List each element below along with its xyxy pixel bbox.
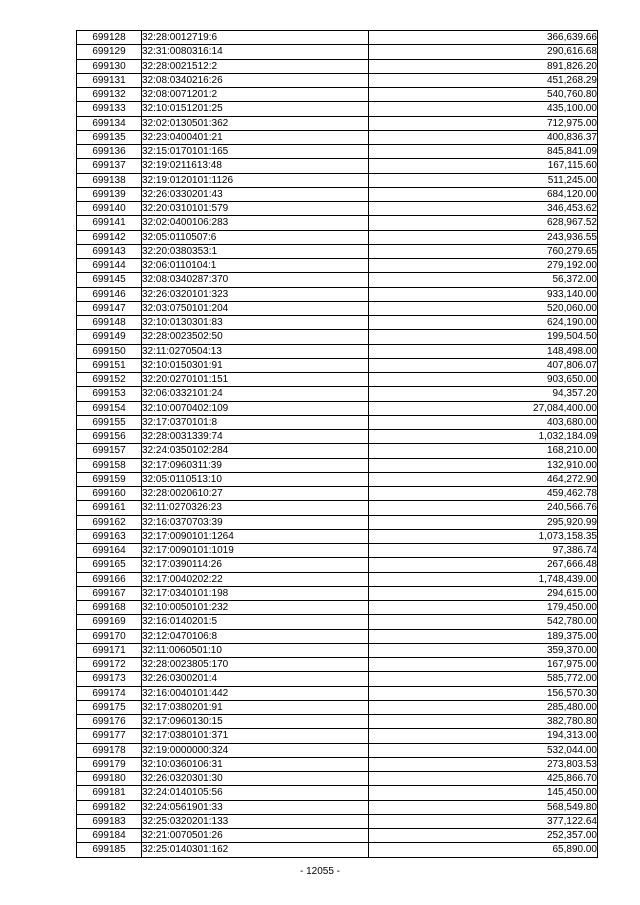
cadastral-number-cell: 32:11:0270326:23 — [142, 501, 369, 515]
cadastral-number-cell: 32:20:0380353:1 — [142, 244, 369, 258]
cadastral-number-cell: 32:26:0300201:4 — [142, 672, 369, 686]
record-id-cell: 699185 — [77, 843, 142, 857]
cadastral-number-cell: 32:20:0270101:151 — [142, 373, 369, 387]
amount-cell: 56,372.00 — [369, 273, 598, 287]
record-id-cell: 699148 — [77, 316, 142, 330]
record-id-cell: 699134 — [77, 116, 142, 130]
table-row — [77, 373, 598, 387]
record-id-cell: 699128 — [77, 31, 142, 45]
cadastral-number-cell: 32:02:0130501:362 — [142, 116, 369, 130]
amount-cell: 189,375.00 — [369, 629, 598, 643]
table-row — [77, 829, 598, 843]
record-id-cell: 699167 — [77, 586, 142, 600]
record-id-cell: 699164 — [77, 544, 142, 558]
amount-cell: 903,650.00 — [369, 373, 598, 387]
amount-cell: 27,084,400.00 — [369, 401, 598, 415]
cadastral-number-cell: 32:11:0060501:10 — [142, 643, 369, 657]
table-row — [77, 102, 598, 116]
cadastral-number-cell: 32:25:0140301:162 — [142, 843, 369, 857]
cadastral-number-cell: 32:15:0170101:165 — [142, 145, 369, 159]
amount-cell: 540,760.80 — [369, 88, 598, 102]
cadastral-number-cell: 32:17:0090101:1264 — [142, 529, 369, 543]
record-id-cell: 699156 — [77, 430, 142, 444]
cadastral-number-cell: 32:17:0380101:371 — [142, 729, 369, 743]
record-id-cell: 699131 — [77, 73, 142, 87]
table-row — [77, 273, 598, 287]
record-id-cell: 699145 — [77, 273, 142, 287]
record-id-cell: 699175 — [77, 700, 142, 714]
cadastral-number-cell: 32:02:0400106:283 — [142, 216, 369, 230]
record-id-cell: 699135 — [77, 130, 142, 144]
table-row — [77, 715, 598, 729]
table-row — [77, 558, 598, 572]
amount-cell: 94,357.20 — [369, 387, 598, 401]
amount-cell: 1,032,184.09 — [369, 430, 598, 444]
cadastral-number-cell: 32:24:0561901:33 — [142, 800, 369, 814]
amount-cell: 1,073,158.35 — [369, 529, 598, 543]
amount-cell: 933,140.00 — [369, 287, 598, 301]
record-id-cell: 699152 — [77, 373, 142, 387]
table-row — [77, 458, 598, 472]
record-id-cell: 699176 — [77, 715, 142, 729]
table-row — [77, 814, 598, 828]
cadastral-number-cell: 32:26:0320101:323 — [142, 287, 369, 301]
table-row — [77, 729, 598, 743]
amount-cell: 156,570.30 — [369, 686, 598, 700]
table-row — [77, 700, 598, 714]
amount-cell: 382,780.80 — [369, 715, 598, 729]
cadastral-number-cell: 32:05:0110507:6 — [142, 230, 369, 244]
record-id-cell: 699172 — [77, 658, 142, 672]
cadastral-number-cell: 32:08:0071201:2 — [142, 88, 369, 102]
table-row — [77, 73, 598, 87]
cadastral-number-cell: 32:17:0340101:198 — [142, 586, 369, 600]
record-id-cell: 699158 — [77, 458, 142, 472]
table-row — [77, 330, 598, 344]
record-id-cell: 699174 — [77, 686, 142, 700]
table-row — [77, 572, 598, 586]
record-id-cell: 699130 — [77, 59, 142, 73]
cadastral-number-cell: 32:08:0340287:370 — [142, 273, 369, 287]
cadastral-number-cell: 32:16:0040101:442 — [142, 686, 369, 700]
record-id-cell: 699150 — [77, 344, 142, 358]
cadastral-number-cell: 32:23:0400401:21 — [142, 130, 369, 144]
table-row — [77, 387, 598, 401]
cadastral-number-cell: 32:31:0080316:14 — [142, 45, 369, 59]
table-row — [77, 187, 598, 201]
amount-cell: 451,268.29 — [369, 73, 598, 87]
amount-cell: 459,462.78 — [369, 487, 598, 501]
amount-cell: 252,357.00 — [369, 829, 598, 843]
table-row — [77, 244, 598, 258]
record-id-cell: 699161 — [77, 501, 142, 515]
record-id-cell: 699132 — [77, 88, 142, 102]
amount-cell: 624,190.00 — [369, 316, 598, 330]
amount-cell: 179,450.00 — [369, 601, 598, 615]
record-id-cell: 699179 — [77, 757, 142, 771]
cadastral-number-cell: 32:10:0151201:25 — [142, 102, 369, 116]
record-id-cell: 699170 — [77, 629, 142, 643]
amount-cell: 435,100.00 — [369, 102, 598, 116]
cadastral-number-cell: 32:10:0360106:31 — [142, 757, 369, 771]
cadastral-number-cell: 32:28:0031339:74 — [142, 430, 369, 444]
record-id-cell: 699151 — [77, 358, 142, 372]
table-row — [77, 173, 598, 187]
cadastral-number-cell: 32:28:0020610:27 — [142, 487, 369, 501]
table-row — [77, 515, 598, 529]
amount-cell: 65,890.00 — [369, 843, 598, 857]
cadastral-number-cell: 32:24:0350102:284 — [142, 444, 369, 458]
record-id-cell: 699155 — [77, 415, 142, 429]
record-id-cell: 699168 — [77, 601, 142, 615]
amount-cell: 145,450.00 — [369, 786, 598, 800]
table-row — [77, 487, 598, 501]
amount-cell: 346,453.62 — [369, 202, 598, 216]
table-row — [77, 45, 598, 59]
record-id-cell: 699162 — [77, 515, 142, 529]
table-row — [77, 401, 598, 415]
table-row — [77, 287, 598, 301]
table-row — [77, 202, 598, 216]
cadastral-number-cell: 32:25:0320201:133 — [142, 814, 369, 828]
amount-cell: 290,616.68 — [369, 45, 598, 59]
amount-cell: 148,498.00 — [369, 344, 598, 358]
record-id-cell: 699146 — [77, 287, 142, 301]
amount-cell: 1,748,439.00 — [369, 572, 598, 586]
record-id-cell: 699183 — [77, 814, 142, 828]
table-row — [77, 529, 598, 543]
record-id-cell: 699138 — [77, 173, 142, 187]
record-id-cell: 699153 — [77, 387, 142, 401]
cadastral-number-cell: 32:03:0750101:204 — [142, 301, 369, 315]
table-row — [77, 658, 598, 672]
record-id-cell: 699165 — [77, 558, 142, 572]
table-row — [77, 672, 598, 686]
table-row — [77, 430, 598, 444]
cadastral-number-cell: 32:11:0270504:13 — [142, 344, 369, 358]
table-row — [77, 629, 598, 643]
cadastral-number-cell: 32:17:0040202:22 — [142, 572, 369, 586]
record-id-cell: 699181 — [77, 786, 142, 800]
table-row — [77, 544, 598, 558]
record-id-cell: 699171 — [77, 643, 142, 657]
cadastral-number-cell: 32:26:0330201:43 — [142, 187, 369, 201]
table-row — [77, 800, 598, 814]
cadastral-number-cell: 32:28:0012719:6 — [142, 31, 369, 45]
table-row — [77, 643, 598, 657]
cadastral-number-cell: 32:17:0370101:8 — [142, 415, 369, 429]
amount-cell: 377,122.64 — [369, 814, 598, 828]
table-row — [77, 444, 598, 458]
amount-cell: 243,936.55 — [369, 230, 598, 244]
cadastral-number-cell: 32:19:0120101:1126 — [142, 173, 369, 187]
record-id-cell: 699184 — [77, 829, 142, 843]
record-id-cell: 699154 — [77, 401, 142, 415]
cadastral-number-cell: 32:17:0960311:39 — [142, 458, 369, 472]
cadastral-number-cell: 32:28:0023805:170 — [142, 658, 369, 672]
amount-cell: 845,841.09 — [369, 145, 598, 159]
cadastral-number-cell: 32:10:0130301:83 — [142, 316, 369, 330]
amount-cell: 295,920.99 — [369, 515, 598, 529]
cadastral-number-cell: 32:08:0340216:26 — [142, 73, 369, 87]
record-id-cell: 699139 — [77, 187, 142, 201]
amount-cell: 400,836.37 — [369, 130, 598, 144]
record-id-cell: 699142 — [77, 230, 142, 244]
table-row — [77, 415, 598, 429]
amount-cell: 407,806.07 — [369, 358, 598, 372]
cadastral-number-cell: 32:19:0000000:324 — [142, 743, 369, 757]
cadastral-number-cell: 32:21:0070501:26 — [142, 829, 369, 843]
table-row — [77, 472, 598, 486]
amount-cell: 712,975.00 — [369, 116, 598, 130]
table-row — [77, 159, 598, 173]
amount-cell: 684,120.00 — [369, 187, 598, 201]
amount-cell: 273,803.53 — [369, 757, 598, 771]
table-row — [77, 501, 598, 515]
amount-cell: 511,245.00 — [369, 173, 598, 187]
record-id-cell: 699133 — [77, 102, 142, 116]
record-id-cell: 699136 — [77, 145, 142, 159]
cadastral-number-cell: 32:26:0320301:30 — [142, 772, 369, 786]
record-id-cell: 699141 — [77, 216, 142, 230]
table-row — [77, 259, 598, 273]
table-row — [77, 601, 598, 615]
amount-cell: 168,210.00 — [369, 444, 598, 458]
cadastral-number-cell: 32:10:0070402:109 — [142, 401, 369, 415]
table-row — [77, 31, 598, 45]
cadastral-number-cell: 32:28:0023502:50 — [142, 330, 369, 344]
cadastral-number-cell: 32:24:0140105:56 — [142, 786, 369, 800]
cadastral-number-cell: 32:06:0332101:24 — [142, 387, 369, 401]
amount-cell: 403,680.00 — [369, 415, 598, 429]
table-row — [77, 757, 598, 771]
record-id-cell: 699173 — [77, 672, 142, 686]
cadastral-number-cell: 32:10:0150301:91 — [142, 358, 369, 372]
record-id-cell: 699144 — [77, 259, 142, 273]
amount-cell: 366,639.66 — [369, 31, 598, 45]
amount-cell: 240,566.76 — [369, 501, 598, 515]
table-row — [77, 772, 598, 786]
record-id-cell: 699143 — [77, 244, 142, 258]
amount-cell: 532,044.00 — [369, 743, 598, 757]
record-id-cell: 699163 — [77, 529, 142, 543]
amount-cell: 891,826.20 — [369, 59, 598, 73]
table-row — [77, 743, 598, 757]
record-id-cell: 699166 — [77, 572, 142, 586]
table-row — [77, 358, 598, 372]
cadastral-number-cell: 32:20:0310101:579 — [142, 202, 369, 216]
amount-cell: 520,060.00 — [369, 301, 598, 315]
table-row — [77, 230, 598, 244]
amount-cell: 132,910.00 — [369, 458, 598, 472]
amount-cell: 542,780.00 — [369, 615, 598, 629]
cadastral-number-cell: 32:06:0110104:1 — [142, 259, 369, 273]
table-row — [77, 216, 598, 230]
record-id-cell: 699178 — [77, 743, 142, 757]
amount-cell: 568,549.80 — [369, 800, 598, 814]
table-row — [77, 301, 598, 315]
record-id-cell: 699149 — [77, 330, 142, 344]
amount-cell: 760,279.65 — [369, 244, 598, 258]
cadastral-number-cell: 32:12:0470106:8 — [142, 629, 369, 643]
amount-cell: 97,386.74 — [369, 544, 598, 558]
cadastral-number-cell: 32:19:0211613:48 — [142, 159, 369, 173]
amount-cell: 464,272.90 — [369, 472, 598, 486]
amount-cell: 267,666.48 — [369, 558, 598, 572]
table-row — [77, 615, 598, 629]
records-table — [76, 30, 598, 858]
records-table-body — [77, 31, 598, 858]
table-row — [77, 843, 598, 857]
cadastral-number-cell: 32:17:0390114:26 — [142, 558, 369, 572]
table-row — [77, 145, 598, 159]
amount-cell: 167,115.60 — [369, 159, 598, 173]
page-number: - 12055 - — [299, 866, 341, 877]
table-row — [77, 686, 598, 700]
table-row — [77, 344, 598, 358]
amount-cell: 585,772.00 — [369, 672, 598, 686]
amount-cell: 199,504.50 — [369, 330, 598, 344]
record-id-cell: 699159 — [77, 472, 142, 486]
amount-cell: 194,313.00 — [369, 729, 598, 743]
record-id-cell: 699140 — [77, 202, 142, 216]
record-id-cell: 699147 — [77, 301, 142, 315]
cadastral-number-cell: 32:10:0050101:232 — [142, 601, 369, 615]
cadastral-number-cell: 32:16:0140201:5 — [142, 615, 369, 629]
amount-cell: 167,975.00 — [369, 658, 598, 672]
amount-cell: 294,615.00 — [369, 586, 598, 600]
record-id-cell: 699177 — [77, 729, 142, 743]
cadastral-number-cell: 32:17:0960130:15 — [142, 715, 369, 729]
amount-cell: 628,967.52 — [369, 216, 598, 230]
amount-cell: 359,370.00 — [369, 643, 598, 657]
amount-cell: 285,480.00 — [369, 700, 598, 714]
table-row — [77, 59, 598, 73]
record-id-cell: 699160 — [77, 487, 142, 501]
cadastral-number-cell: 32:16:0370703:39 — [142, 515, 369, 529]
amount-cell: 425,866.70 — [369, 772, 598, 786]
cadastral-number-cell: 32:17:0380201:91 — [142, 700, 369, 714]
table-row — [77, 130, 598, 144]
table-row — [77, 786, 598, 800]
table-row — [77, 586, 598, 600]
record-id-cell: 699129 — [77, 45, 142, 59]
record-id-cell: 699180 — [77, 772, 142, 786]
amount-cell: 279,192.00 — [369, 259, 598, 273]
cadastral-number-cell: 32:17:0090101:1019 — [142, 544, 369, 558]
record-id-cell: 699182 — [77, 800, 142, 814]
record-id-cell: 699137 — [77, 159, 142, 173]
table-row — [77, 116, 598, 130]
record-id-cell: 699157 — [77, 444, 142, 458]
table-row — [77, 88, 598, 102]
record-id-cell: 699169 — [77, 615, 142, 629]
cadastral-number-cell: 32:05:0110513:10 — [142, 472, 369, 486]
table-row — [77, 316, 598, 330]
cadastral-number-cell: 32:28:0021512:2 — [142, 59, 369, 73]
